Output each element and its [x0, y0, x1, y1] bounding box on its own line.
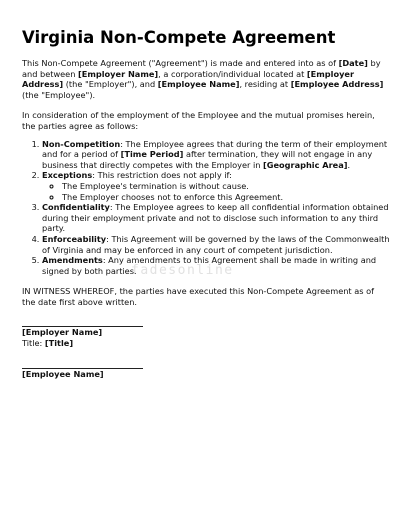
- clause-text: : The Employee agrees to keep all confidential information obtained during their employment private and not to disclose such information to any third party.: [42, 202, 389, 234]
- intro-text: (the "Employee").: [22, 89, 96, 100]
- title-placeholder: [Title]: [44, 338, 74, 349]
- employer-signature-block: [22, 326, 390, 348]
- intro-text: by and between: [22, 58, 381, 79]
- employer-address-placeholder: [Employer Address]: [22, 68, 355, 90]
- clause-heading: Amendments: [42, 255, 103, 266]
- intro-text: , residing at: [239, 79, 291, 90]
- clause-exceptions: [42, 170, 390, 202]
- clause-text: : Any amendments to this Agreement shall be made in writing and signed by both parties.: [42, 255, 377, 276]
- employee-address-placeholder: [Employee Address]: [290, 79, 384, 90]
- title-label: Title:: [22, 338, 45, 349]
- date-placeholder: [Date]: [338, 58, 368, 68]
- clause-confidentiality: [42, 202, 390, 234]
- exception-item: ◦ The Employer chooses not to enforce this Agreement.: [62, 192, 390, 203]
- clause-heading: Non-Competition: [42, 138, 121, 149]
- clauses-list: [22, 139, 390, 277]
- clause-text: : This Agreement will be governed by the laws of the Commonwealth of Virginia and may be enforced in any court of competent jurisdiction.: [42, 233, 390, 255]
- intro-text: (the "Employer"), and: [63, 79, 158, 90]
- exceptions-sublist: [42, 181, 390, 202]
- employee-signature-block: [22, 368, 390, 380]
- intro-paragraph: [22, 58, 390, 100]
- clause-non-competition: [42, 139, 390, 171]
- clause-amendments: [42, 255, 390, 276]
- consideration-paragraph: In consideration of the employment of the Employee and the mutual promises herein, the parties agree as follows:: [22, 110, 375, 131]
- clause-text: .: [347, 159, 351, 170]
- clause-text: : This restriction does not apply if:: [92, 170, 232, 181]
- employer-name-placeholder: [Employer Name]: [78, 68, 159, 79]
- employee-signature-name: [Employee Name]: [22, 368, 104, 379]
- agreement-document: [22, 26, 390, 379]
- employee-name-placeholder: [Employee Name]: [157, 79, 240, 90]
- clause-enforceability: [42, 234, 390, 255]
- clause-heading: Confidentiality: [42, 202, 110, 213]
- clause-heading: Enforceability: [42, 233, 107, 244]
- clause-text: after termination, they will not engage in any business that directly competes with the Employer in: [42, 149, 373, 170]
- employer-signature-name: [Employer Name]: [22, 327, 103, 338]
- clause-heading: Exceptions: [42, 170, 93, 181]
- exception-item: ◦ The Employee's termination is without cause.: [62, 181, 390, 192]
- intro-text: This Non-Compete Agreement ("Agreement") is made and entered into as of: [22, 58, 339, 68]
- intro-text: , a corporation/individual located at: [158, 68, 307, 79]
- time-period-placeholder: [Time Period]: [120, 149, 184, 160]
- document-title: Virginia Non-Compete Agreement: [22, 28, 336, 47]
- witness-paragraph: IN WITNESS WHEREOF, the parties have executed this Non-Compete Agreement as of the date first above written.: [22, 286, 375, 307]
- clause-text: : The Employee agrees that during the term of their employment and for a period of: [42, 138, 388, 160]
- watermark: fadesonline: [131, 263, 234, 278]
- geographic-area-placeholder: [Geographic Area]: [263, 159, 348, 170]
